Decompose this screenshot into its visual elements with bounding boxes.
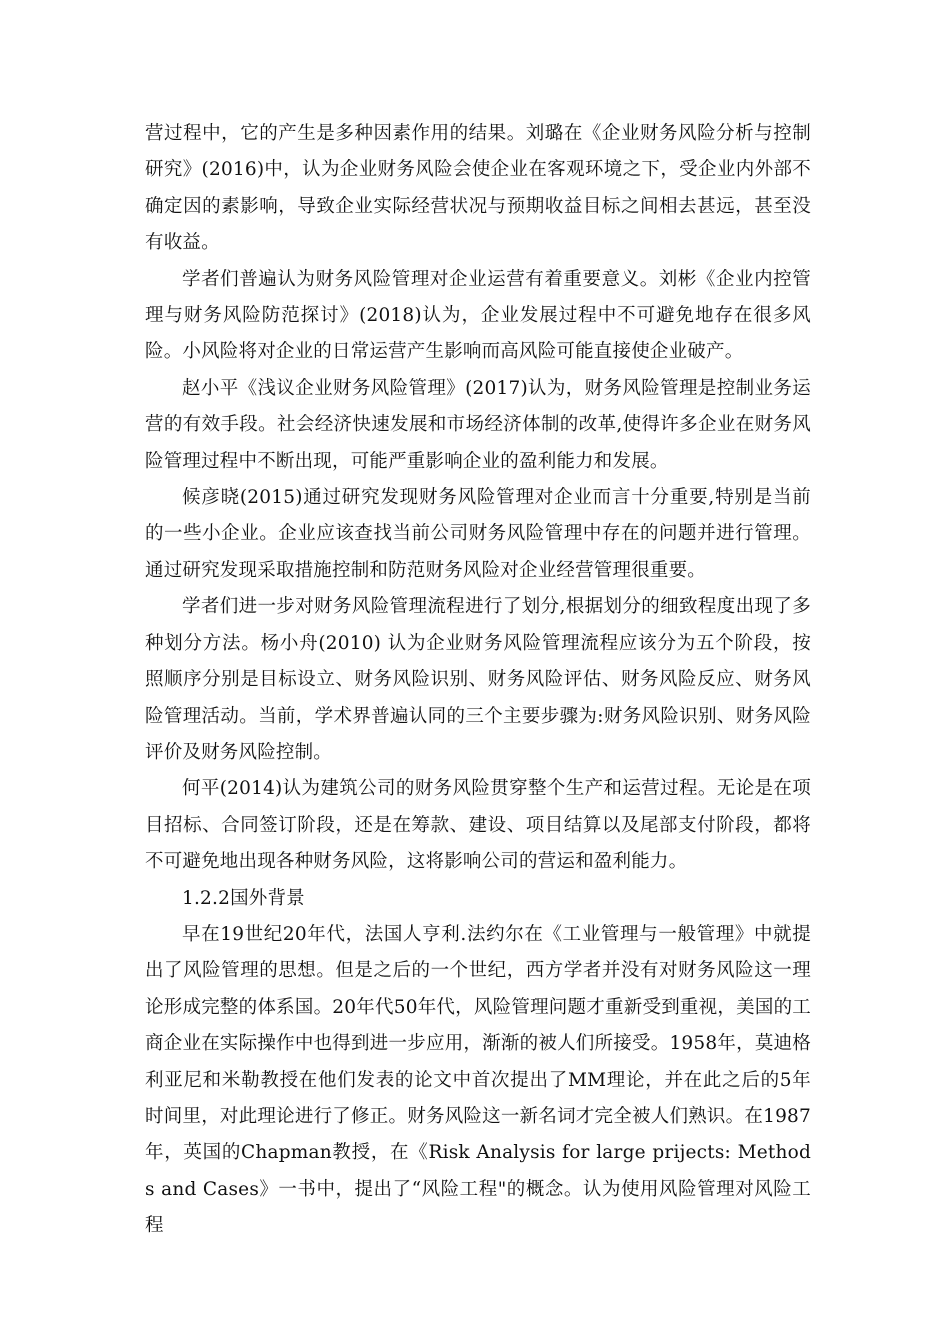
paragraph: 学者们普遍认为财务风险管理对企业运营有着重要意义。刘彬《企业内控管理与财务风险防范探讨》(2018)认为，企业发展过程中不可避免地存在很多风险。小风险将对企业的日常运营产生影响而高风险可能直接使企业破产。 bbox=[145, 268, 811, 363]
paragraph: 早在19世纪20年代，法国人亨利.法约尔在《工业管理与一般管理》中就提出了风险管理的思想。但是之后的一个世纪，西方学者并没有对财务风险这一理论形成完整的体系国。20年代50年代，风险管理问题才重新受到重视，美国的工商企业在实际操作中也得到进一步应用，渐渐的被人们所接受。1958年，莫迪格利亚尼和米勒教授在他们发表的论文中首次提出了MM理论，并在此之后的5年时间里，对此理论进行了修正。财务风险这一新名词才完全被人们熟识。在1987年，英国的Chapman教授，在《Risk Analysis for large prijects: Methods and Cases》一书中，提出了“风险工程"的概念。认为使用风险管理对风险工程 bbox=[145, 923, 811, 1237]
paragraph: 学者们进一步对财务风险管理流程进行了划分,根据划分的细致程度出现了多种划分方法。杨小舟(2010) 认为企业财务风险管理流程应该分为五个阶段，按照顺序分别是目标设立、财务风险识别、财务风险评估、财务风险反应、财务风险管理活动。当前，学术界普遍认同的三个主要步骤为:财务风险识别、财务风险评价及财务风险控制。 bbox=[145, 596, 811, 763]
paragraph: 赵小平《浅议企业财务风险管理》(2017)认为，财务风险管理是控制业务运营的有效手段。社会经济快速发展和市场经济体制的改革,使得许多企业在财务风险管理过程中不断出现，可能严重影响企业的盈利能力和发展。 bbox=[145, 377, 811, 472]
paragraph: 何平(2014)认为建筑公司的财务风险贯穿整个生产和运营过程。无论是在项目招标、合同签订阶段，还是在筹款、建设、项目结算以及尾部支付阶段，都将不可避免地出现各种财务风险，这将影响公司的营运和盈利能力。 bbox=[145, 778, 811, 873]
paragraph-continuation: 营过程中，它的产生是多种因素作用的结果。刘璐在《企业财务风险分析与控制研究》(2016)中，认为企业财务风险会使企业在客观环境之下，受企业内外部不确定因的素影响，导致企业实际经营状况与预期收益目标之间相去甚远，甚至没有收益。 bbox=[145, 123, 811, 254]
paragraph: 候彦晓(2015)通过研究发现财务风险管理对企业而言十分重要,特别是当前的一些小企业。企业应该查找当前公司财务风险管理中存在的问题并进行管理。通过研究发现采取措施控制和防范财务风险对企业经营管理很重要。 bbox=[145, 487, 811, 581]
document-body bbox=[145, 116, 811, 1245]
section-heading: 1.2.2国外背景 bbox=[182, 887, 305, 909]
